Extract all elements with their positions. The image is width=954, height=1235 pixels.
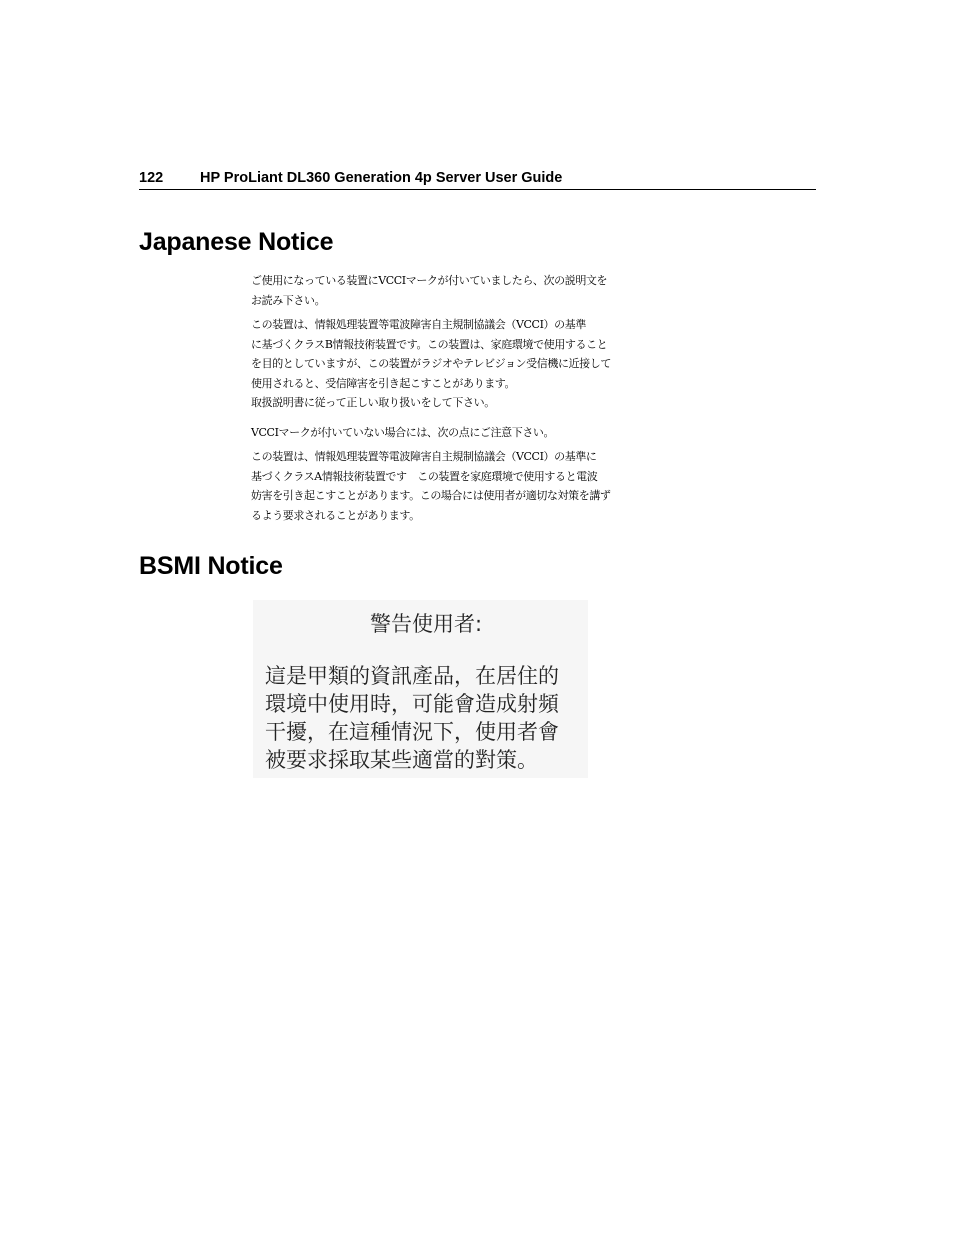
text-line: VCCIマークが付いていない場合には、次の点にご注意下さい。 (251, 426, 555, 439)
text-line: 取扱説明書に従って正しい取り扱いをして下さい。 (251, 396, 495, 409)
text-line: ご使用になっている装置にVCCIマークが付いていましたら、次の説明文を (251, 274, 608, 287)
japanese-para-2 (251, 315, 681, 413)
bsmi-warning-title: 警告使用者: (370, 612, 483, 636)
page-number: 122 (139, 170, 164, 186)
text-line: 干擾，在這種情況下，使用者會 (265, 720, 559, 744)
text-line: 被要求採取某些適當的對策。 (265, 748, 538, 772)
text-line: に基づくクラスB情報技術装置です。この装置は、家庭環境で使用すること (251, 337, 608, 351)
text-line: この装置は、情報処理装置等電波障害自主規制協議会（VCCI）の基準 (251, 318, 586, 331)
japanese-notice-heading: Japanese Notice (139, 228, 334, 256)
text-line: 妨害を引き起こすことがあります。この場合には使用者が適切な対策を講ず (251, 489, 611, 502)
bsmi-notice-heading: BSMI Notice (139, 552, 283, 580)
text-line: を目的としていますが、この装置がラジオやテレビジョン受信機に近接して (251, 357, 611, 370)
bsmi-warning-text (265, 662, 559, 774)
text-line: るよう要求されることがあります。 (251, 508, 420, 522)
text-line: 使用されると、受信障害を引き起こすことがあります。 (251, 376, 516, 390)
text-line: お読み下さい。 (251, 293, 326, 307)
text-line: 這是甲類的資訊產品，在居住的 (265, 664, 559, 688)
running-header (139, 168, 816, 190)
text-line: 環境中使用時，可能會造成射頻 (265, 692, 559, 716)
japanese-para-4 (251, 447, 681, 525)
text-line: この装置は、情報処理装置等電波障害自主規制協議会（VCCI）の基準に (251, 450, 597, 463)
japanese-para-1 (251, 271, 681, 310)
document-title: HP ProLiant DL360 Generation 4p Server User Guide (200, 170, 563, 186)
japanese-para-3 (251, 423, 681, 443)
text-line: 基づくクラスA情報技術装置です この装置を家庭環境で使用すると電波 (251, 469, 598, 483)
